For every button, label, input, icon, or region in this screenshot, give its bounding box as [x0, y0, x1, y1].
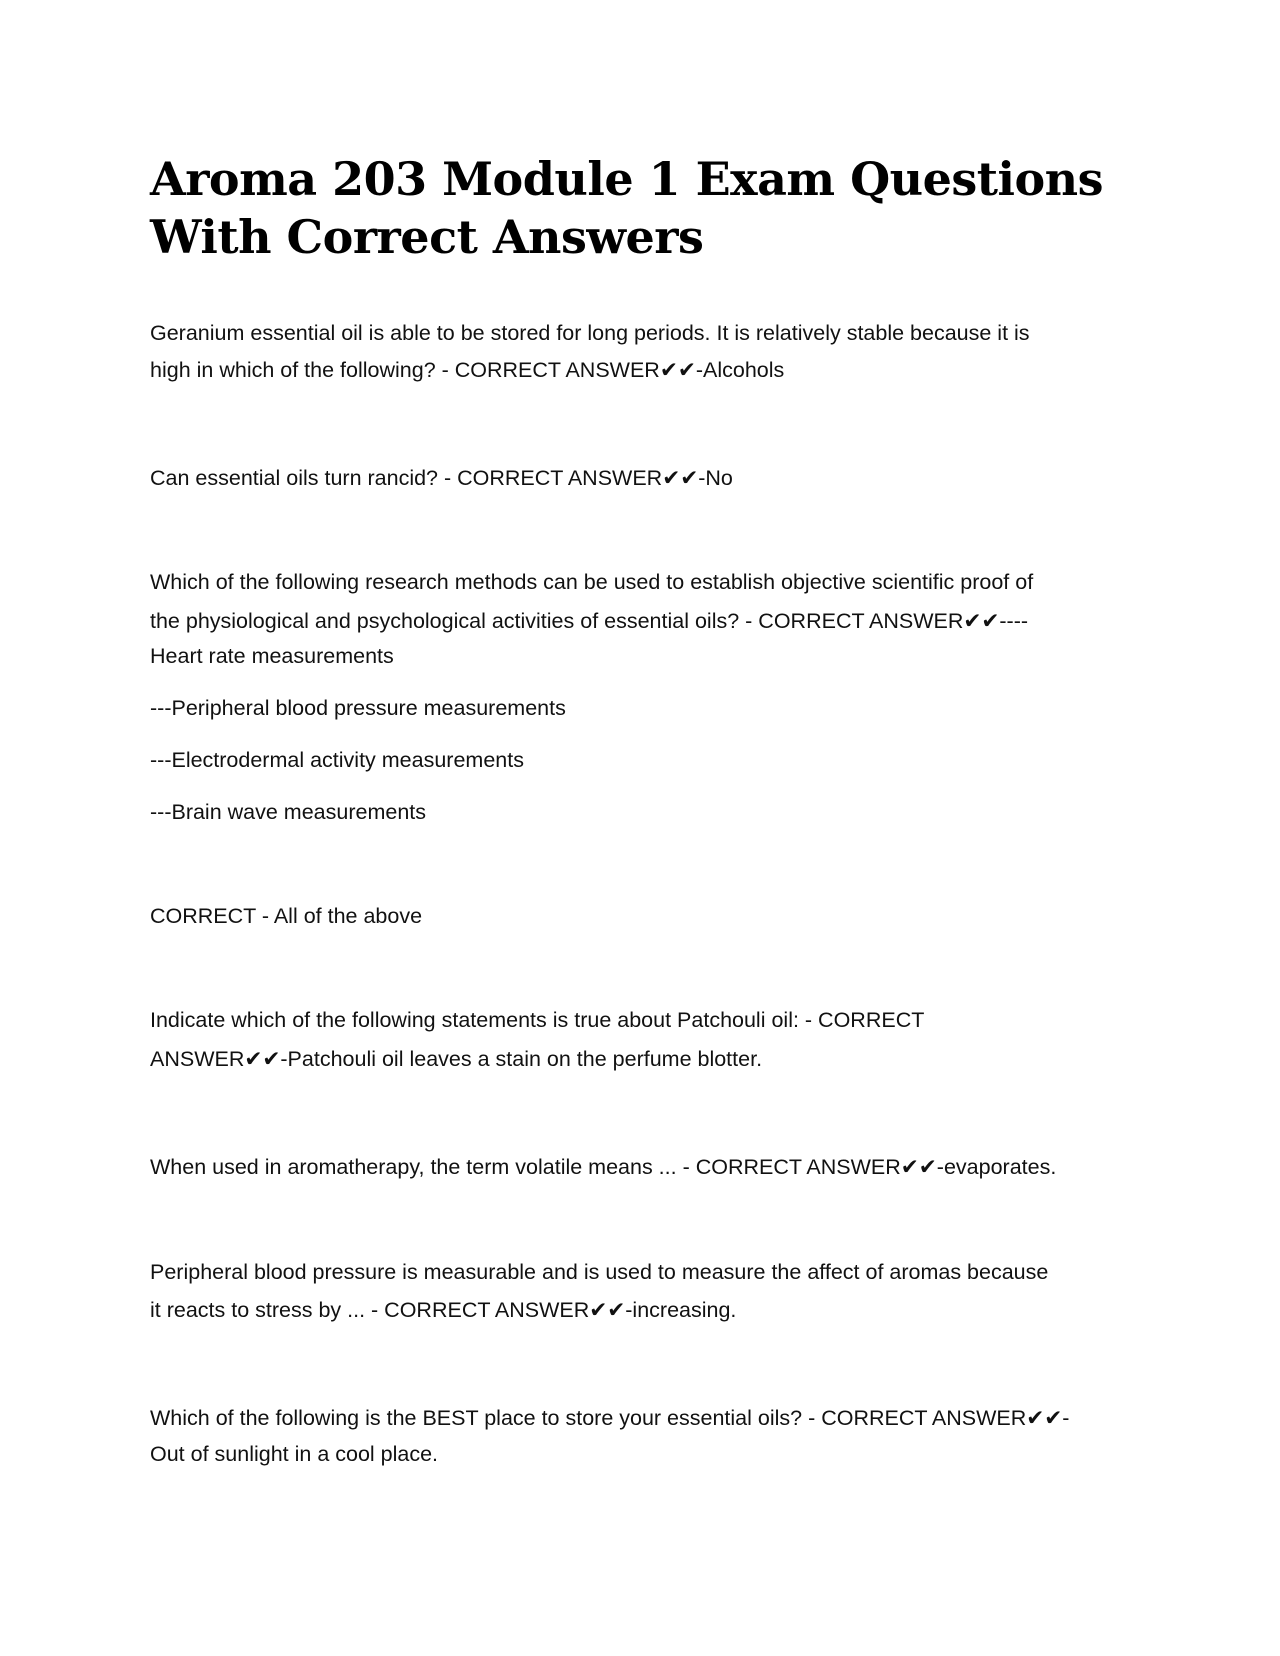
- question-3-line-1: Which of the following research methods can be used to establish objective scientific proof of: [150, 570, 1034, 594]
- question-1-line-1: Geranium essential oil is able to be stored for long periods. It is relatively stable because it is: [150, 321, 1030, 345]
- question-7-line-2: Out of sunlight in a cool place.: [150, 1442, 439, 1466]
- question-3-line-2: the physiological and psychological activities of essential oils? - CORRECT ANSWER✔✔----: [150, 609, 1029, 633]
- question-3-option: ---Electrodermal activity measurements: [150, 748, 524, 772]
- question-2-line-1: Can essential oils turn rancid? - CORRECT ANSWER✔✔-No: [150, 466, 733, 490]
- question-3-result: CORRECT - All of the above: [150, 904, 423, 928]
- question-4-line-2: ANSWER✔✔-Patchouli oil leaves a stain on the perfume blotter.: [150, 1047, 763, 1071]
- question-3-option: ---Brain wave measurements: [150, 800, 427, 824]
- title-line: With Correct Answers: [150, 210, 704, 264]
- question-3-line-3: Heart rate measurements: [150, 644, 394, 668]
- document-title: [150, 150, 1150, 266]
- question-4-line-1: Indicate which of the following statements is true about Patchouli oil: - CORRECT: [150, 1008, 925, 1032]
- title-line: Aroma 203 Module 1 Exam Questions: [150, 152, 1104, 206]
- question-7-line-1: Which of the following is the BEST place to store your essential oils? - CORRECT ANSWER✔✔-: [150, 1406, 1070, 1430]
- question-3-option: ---Peripheral blood pressure measurements: [150, 696, 566, 720]
- question-6-line-2: it reacts to stress by ... - CORRECT ANSWER✔✔-increasing.: [150, 1298, 737, 1322]
- question-5-line-1: When used in aromatherapy, the term volatile means ... - CORRECT ANSWER✔✔-evaporates.: [150, 1155, 1057, 1179]
- question-6-line-1: Peripheral blood pressure is measurable and is used to measure the affect of aromas because: [150, 1260, 1049, 1284]
- question-1-line-2: high in which of the following? - CORRECT ANSWER✔✔-Alcohols: [150, 358, 785, 382]
